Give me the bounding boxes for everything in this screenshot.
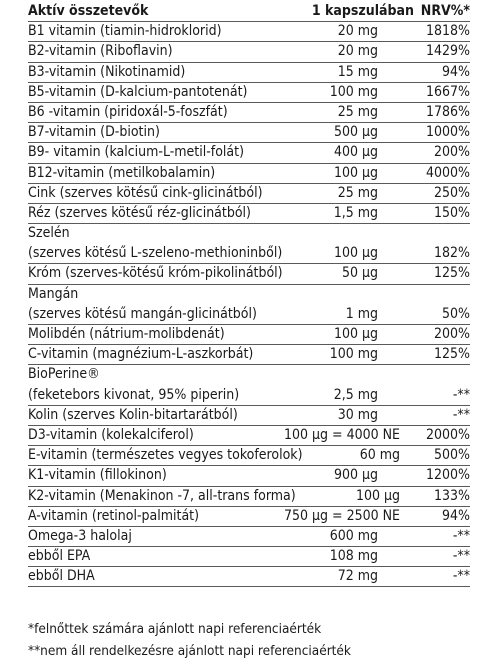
ingredient-name: A-vitamin (retinol-palmitát) — [28, 507, 200, 524]
amount-per-capsule: 100 mg — [329, 346, 378, 363]
ingredient-name: Cink (szerves kötésű cink-glicinátból) — [28, 184, 263, 201]
table-row — [28, 487, 470, 507]
nrv-value: 182% — [433, 245, 470, 262]
table-row — [28, 204, 470, 224]
ingredient-name: B5-vitamin (D-kalcium-pantotenát) — [28, 83, 248, 100]
nrv-value: 1000% — [425, 124, 470, 141]
footnote: **nem áll rendelkezésre ajánlott napi referenciaérték — [28, 643, 351, 659]
table-row — [28, 507, 470, 527]
ingredient-source: (szerves kötésű L-szeleno-methioninből) — [28, 245, 283, 262]
table-row — [28, 446, 470, 466]
ingredient-name: BioPerine® — [28, 366, 100, 383]
nrv-value: 50% — [442, 305, 470, 322]
table-row — [28, 345, 470, 365]
nrv-value: 250% — [433, 184, 470, 201]
table-row — [28, 386, 470, 406]
ingredient-name: B7-vitamin (D-biotin) — [28, 124, 160, 141]
nrv-value: 1818% — [425, 23, 470, 40]
amount-per-capsule: 1 mg — [345, 305, 378, 322]
amount-per-capsule: 20 mg — [337, 43, 378, 60]
table-row — [28, 527, 470, 547]
table-row — [28, 63, 470, 83]
amount-per-capsule: 900 µg — [333, 467, 378, 484]
amount-per-capsule: 2,5 mg — [333, 386, 378, 403]
ingredient-name: Omega-3 halolaj — [28, 527, 132, 544]
nrv-value: 125% — [433, 265, 470, 282]
ingredient-name: Szelén — [28, 225, 70, 242]
ingredient-name: B12-vitamin (metilkobalamin) — [28, 164, 216, 181]
ingredient-source: (szerves kötésű mangán-glicinátból) — [28, 305, 257, 322]
table-row — [28, 325, 470, 345]
ingredient-name: Kolin (szerves Kolin-bitartarátból) — [28, 406, 238, 423]
table-row — [28, 547, 470, 567]
amount-per-capsule: 100 mg — [329, 83, 378, 100]
amount-per-capsule: 100 µg — [333, 326, 378, 342]
table-row — [28, 103, 470, 123]
amount-per-capsule: 400 µg — [333, 144, 378, 161]
nrv-value: 150% — [433, 204, 470, 221]
table-row — [28, 244, 470, 264]
table-row — [28, 264, 470, 284]
footnote: *felnőttek számára ajánlott napi referenciaérték — [28, 621, 322, 637]
nrv-value: 1200% — [425, 467, 470, 484]
amount-per-capsule: 100 µg — [333, 245, 378, 262]
nrv-value: 200% — [433, 326, 470, 342]
nrv-value: 500% — [433, 447, 470, 464]
ingredient-name: B9- vitamin (kalcium-L-metil-folát) — [28, 144, 244, 161]
nrv-value: -** — [452, 406, 470, 423]
ingredient-name: Molibdén (nátrium-molibdenát) — [28, 326, 225, 342]
ingredient-name: ebből DHA — [28, 568, 95, 585]
table-row — [28, 143, 470, 163]
ingredient-name: E-vitamin (természetes vegyes tokoferolok) — [28, 447, 303, 464]
nrv-value: 125% — [433, 346, 470, 363]
nrv-value: -** — [452, 548, 470, 565]
nrv-value: -** — [452, 527, 470, 544]
amount-per-capsule: 25 mg — [337, 184, 378, 201]
amount-per-capsule: 72 mg — [337, 568, 378, 585]
nrv-value: -** — [452, 386, 470, 403]
amount-per-capsule: 100 µg — [355, 487, 400, 504]
amount-per-capsule: 500 µg — [333, 124, 378, 141]
nrv-value: 1786% — [425, 103, 470, 120]
nrv-value: 4000% — [425, 164, 470, 181]
table-header — [28, 2, 470, 22]
header-nrv: NRV%* — [420, 3, 470, 19]
nrv-value: 1667% — [425, 83, 470, 100]
ingredient-name: C-vitamin (magnézium-L-aszkorbát) — [28, 346, 254, 363]
nrv-value: -** — [452, 568, 470, 585]
ingredient-name: D3-vitamin (kolekalciferol) — [28, 426, 194, 443]
nrv-value: 94% — [442, 507, 470, 524]
table-row — [28, 83, 470, 103]
amount-per-capsule: 15 mg — [337, 63, 378, 80]
table-row — [28, 426, 470, 446]
table-row — [28, 224, 470, 244]
amount-per-capsule: 108 mg — [329, 548, 378, 565]
nrv-value: 94% — [442, 63, 470, 80]
amount-per-capsule: 60 mg — [359, 447, 400, 464]
amount-per-capsule: 750 µg = 2500 NE — [283, 507, 400, 524]
table-row — [28, 42, 470, 62]
table-row — [28, 285, 470, 305]
ingredient-name: K2-vitamin (Menakinon -7, all-trans forma) — [28, 487, 296, 504]
amount-per-capsule: 25 mg — [337, 103, 378, 120]
ingredient-rows — [28, 22, 470, 587]
ingredient-source: (feketebors kivonat, 95% piperin) — [28, 386, 240, 403]
nrv-value: 133% — [433, 487, 470, 504]
amount-per-capsule: 30 mg — [337, 406, 378, 423]
table-row — [28, 466, 470, 486]
table-row — [28, 406, 470, 426]
table-row — [28, 567, 470, 587]
ingredient-name: Mangán — [28, 285, 79, 302]
amount-per-capsule: 600 mg — [329, 527, 378, 544]
ingredient-name: Króm (szerves-kötésű króm-pikolinátból) — [28, 265, 283, 282]
header-amount: 1 kapszulában — [311, 3, 414, 19]
ingredient-name: B6 -vitamin (piridoxál-5-foszfát) — [28, 103, 228, 120]
table-row — [28, 123, 470, 143]
ingredient-name: Réz (szerves kötésű réz-glicinátból) — [28, 204, 251, 221]
header-ingredient: Aktív összetevők — [28, 3, 149, 19]
table-row — [28, 184, 470, 204]
ingredient-name: B3-vitamin (Nikotinamid) — [28, 63, 186, 80]
nrv-value: 2000% — [425, 426, 470, 443]
ingredient-name: B1 vitamin (tiamin-hidroklorid) — [28, 23, 222, 40]
ingredient-name: K1-vitamin (fillokinon) — [28, 467, 167, 484]
table-row — [28, 164, 470, 184]
table-row — [28, 365, 470, 385]
ingredient-name: ebből EPA — [28, 548, 91, 565]
ingredient-name: B2-vitamin (Riboflavin) — [28, 43, 173, 60]
nrv-value: 1429% — [425, 43, 470, 60]
amount-per-capsule: 20 mg — [337, 23, 378, 40]
supplement-facts-panel — [28, 2, 470, 662]
amount-per-capsule: 50 µg — [341, 265, 378, 282]
amount-per-capsule: 1,5 mg — [333, 204, 378, 221]
amount-per-capsule: 100 µg = 4000 NE — [283, 426, 400, 443]
table-row — [28, 22, 470, 42]
nrv-value: 200% — [433, 144, 470, 161]
amount-per-capsule: 100 µg — [333, 164, 378, 181]
table-row — [28, 305, 470, 325]
